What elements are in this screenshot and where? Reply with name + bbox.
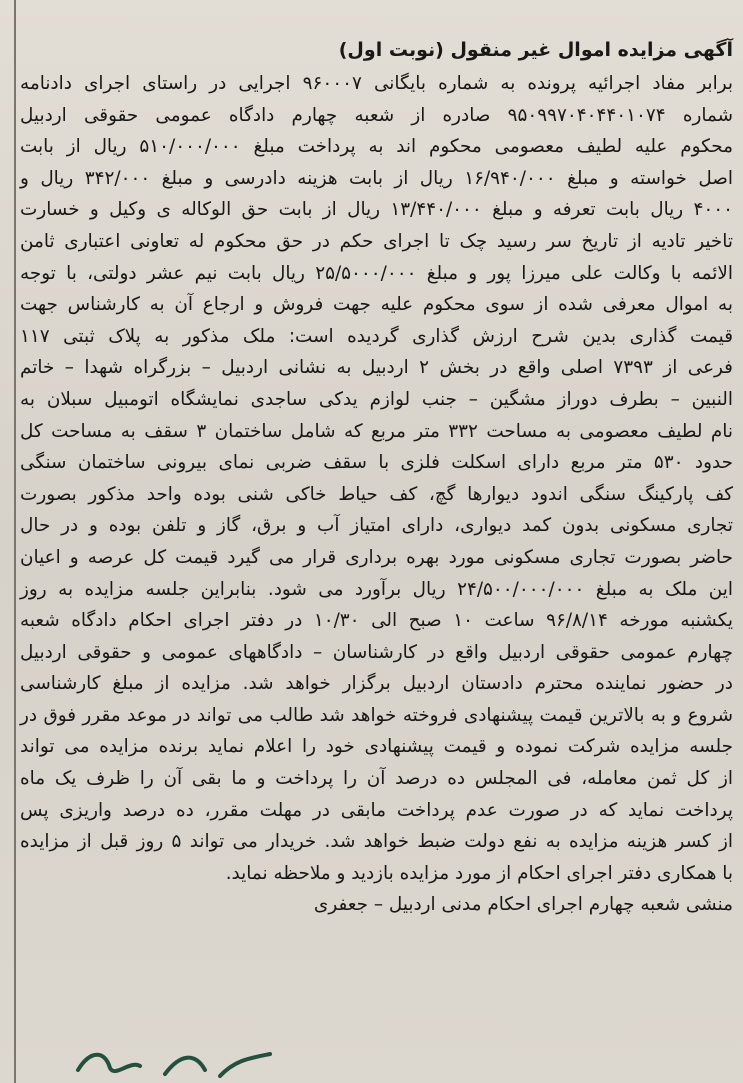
notice-line: جلسه مزایده شرکت نموده و قیمت پیشنهادی خود را اعلام نماید برنده مزایده می تواند [20, 736, 733, 758]
notice-line: با همکاری دفتر اجرای احکام از مورد مزایده بازدید و ملاحظه نماید. [225, 862, 733, 884]
notice-line: قیمت گذاری بدین شرح ارزش گذاری گردیده است: ملک مذکور به پلاک ثبتی ۱۱۷ [20, 325, 733, 347]
auction-notice [20, 32, 733, 921]
notice-line: حاضر بصورت تجاری مسکونی مورد بهره برداری قرار می گیرد قیمت کل عرصه و اعیان [20, 546, 733, 568]
notice-line: اصل خواسته و مبلغ ۱۶/۹۴۰/۰۰۰ ریال از بابت هزینه دادرسی و مبلغ ۳۴۲/۰۰۰ ریال و [20, 167, 734, 189]
notice-line: تاخیر تادیه از تاریخ سر رسید چک تا اجرای حکم در حق محکوم له تعاونی اعتباری ثامن [20, 230, 733, 252]
notice-line: الائمه با وکالت علی میرزا پور و مبلغ ۲۵/۵۰۰۰/۰۰۰ ریال بابت نیم عشر دولتی، با توجه [20, 262, 733, 284]
notice-line: کف پارکینگ سنگی اندود دیوارها گچ، کف حیاط خاکی شنی بوده واحد مذکور بصورت [20, 483, 733, 505]
notice-line: شروع و به بالاترین قیمت پیشنهادی فروخته خواهد شد طالب می تواند در موعد مقرر فوق در [20, 704, 733, 726]
notice-line: نام لطیف معصومی به مساحت ۳۳۲ متر مربع که شامل ساختمان ۳ سقف به مساحت کل [20, 420, 733, 442]
notice-line: تجاری مسکونی بدون کمد دیواری، دارای امتیاز آب و برق، گاز و تلفن بوده و در حال [20, 515, 733, 537]
notice-line: شماره ۹۵۰۹۹۷۰۴۰۴۴۰۱۰۷۴ صادره از شعبه چهارم دادگاه عمومی حقوقی اردبیل [20, 104, 733, 126]
notice-line: در حضور نماینده محترم دادستان اردبیل برگزار خواهد شد. مزایده از مبلغ کارشناسی [20, 673, 733, 695]
notice-line: چهارم عمومی حقوقی اردبیل واقع در کارشناسان – دادگاههای عمومی و حقوقی اردبیل [20, 641, 733, 663]
notice-body [20, 68, 733, 889]
notice-title: آگهی مزایده اموال غیر منقول (نوبت اول) [338, 39, 733, 61]
notice-line: از کل ثمن معامله، فی المجلس ده درصد آن را پرداخت و ما بقی آن را ظرف یک ماه [20, 768, 733, 790]
notice-line: النبین – بطرف دوراز مشگین – جنب لوازم یدکی ساجدی نمایشگاه اتومبیل سبلان به [20, 388, 733, 410]
notice-line: برابر مفاد اجرائیه پرونده به شماره بایگانی ۹۶۰۰۰۷ اجرایی در راستای اجرای دادنامه [20, 73, 734, 94]
notice-line: پرداخت نماید که در صورت عدم پرداخت مابقی در مهلت مقرر، ده درصد واریزی پس [20, 799, 733, 821]
handwritten-signature [70, 1040, 280, 1080]
notice-line: از کسر هزینه مزایده به نفع دولت ضبط خواهد شد. خریدار می تواند ۵ روز قبل از مزایده [20, 831, 733, 853]
notice-line: محکوم علیه لطیف معصومی محکوم اند به پرداخت مبلغ ۵۱۰/۰۰۰/۰۰۰ ریال از بابت [20, 136, 733, 158]
notice-line: حدود ۵۳۰ متر مربع دارای اسکلت فلزی با سقف ضربی نمای بیرونی ساختمان سنگی [20, 452, 733, 474]
column-divider [14, 0, 16, 1083]
signature-line: منشی شعبه چهارم اجرای احکام مدنی اردبیل – جعفری [313, 894, 733, 916]
notice-line: به اموال معرفی شده از سوی محکوم علیه جهت فروش و ارجاع آن به کارشناس جهت [20, 294, 733, 316]
notice-line: فرعی از ۷۳۹۳ اصلی واقع در بخش ۲ اردبیل به نشانی اردبیل – بزرگراه شهدا – خاتم [20, 357, 733, 379]
notice-line: این ملک به مبلغ ۲۴/۵۰۰/۰۰۰/۰۰۰ ریال برآورد می شود. بنابراین جلسه مزایده به روز [20, 578, 734, 600]
notice-line: ۴۰۰۰ ریال بابت تعرفه و مبلغ ۱۳/۴۴۰/۰۰۰ ریال از بابت حق الوکاله ی وکیل و خسارت [20, 199, 733, 221]
notice-line: یکشنبه مورخه ۹۶/۸/۱۴ ساعت ۱۰ صبح الی ۱۰/۳۰ در دفتر اجرای احکام دادگاه شعبه [20, 610, 733, 632]
